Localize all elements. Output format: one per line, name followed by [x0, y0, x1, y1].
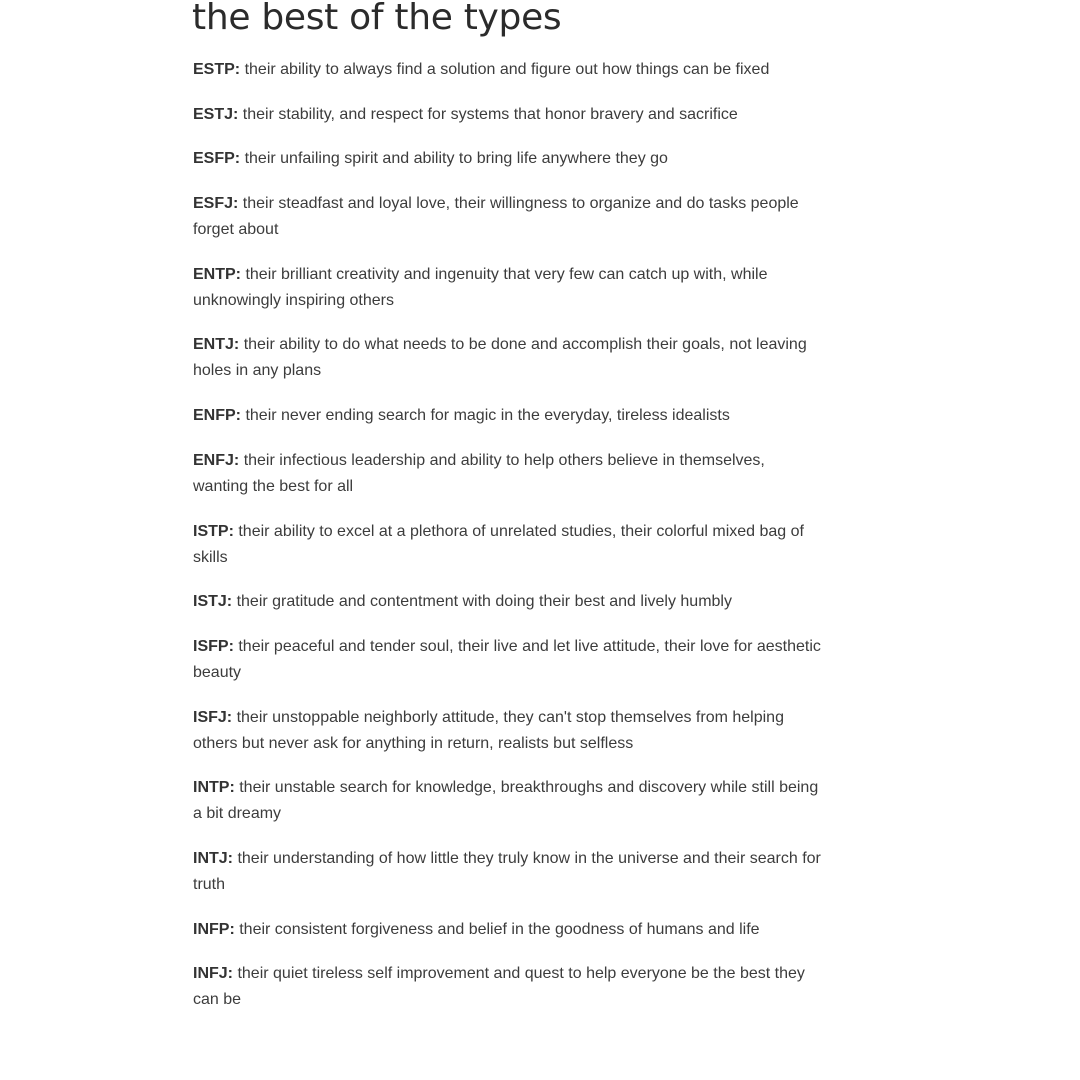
type-label: INFJ:	[193, 965, 233, 983]
list-item-infj	[193, 961, 823, 1013]
type-description: their consistent forgiveness and belief in the goodness of humans and life	[239, 920, 760, 938]
type-description: their infectious leadership and ability to help others believe in themselves, wanting the best for all	[193, 451, 765, 495]
type-description: their steadfast and loyal love, their willingness to organize and do tasks people forget about	[193, 195, 799, 239]
list-item-isfp	[193, 634, 823, 686]
type-label: ISTP:	[193, 522, 234, 540]
list-item-enfj	[193, 448, 823, 500]
type-label: ENTJ:	[193, 336, 240, 354]
type-label: ISTJ:	[193, 593, 233, 611]
list-item-estp	[193, 57, 823, 83]
type-label: INFP:	[193, 920, 235, 938]
type-description: their brilliant creativity and ingenuity that very few can catch up with, while unknowingly inspiring others	[193, 265, 768, 309]
type-description: their unfailing spirit and ability to bring life anywhere they go	[244, 150, 668, 168]
list-item-estj	[193, 102, 823, 128]
list-item-esfp	[193, 146, 823, 172]
list-item-intp	[193, 775, 823, 827]
list-item-entj	[193, 332, 823, 384]
type-description: their unstable search for knowledge, breakthroughs and discovery while still being a bit dreamy	[193, 779, 819, 823]
list-item-esfj	[193, 191, 823, 243]
type-description: their unstoppable neighborly attitude, they can't stop themselves from helping others but never ask for anything in return, realists but selfless	[193, 708, 784, 752]
list-item-intj	[193, 846, 823, 898]
type-description: their peaceful and tender soul, their live and let live attitude, their love for aesthetic beauty	[193, 637, 821, 681]
type-label: ISFP:	[193, 637, 234, 655]
type-label: INTP:	[193, 779, 235, 797]
type-description: their ability to excel at a plethora of unrelated studies, their colorful mixed bag of skills	[193, 522, 804, 566]
type-description: their quiet tireless self improvement and quest to help everyone be the best they can be	[193, 965, 805, 1009]
list-item-enfp	[193, 403, 823, 429]
type-description: their stability, and respect for systems that honor bravery and sacrifice	[242, 105, 738, 123]
type-label: ESFP:	[193, 150, 241, 168]
type-description: their understanding of how little they truly know in the universe and their search for truth	[193, 849, 821, 893]
list-item-isfj	[193, 705, 823, 757]
type-description: their ability to always find a solution and figure out how things can be fixed	[244, 61, 770, 78]
type-description: their never ending search for magic in the everyday, tireless idealists	[245, 407, 730, 425]
list-item-infp	[193, 917, 823, 943]
list-item-istp	[193, 519, 823, 571]
type-label: ESTJ:	[193, 105, 239, 123]
type-description: their ability to do what needs to be done and accomplish their goals, not leaving holes in any plans	[193, 336, 807, 380]
type-label: ESFJ:	[193, 195, 239, 213]
type-label: ENTP:	[193, 265, 241, 283]
list-item-istj	[193, 589, 823, 615]
type-description: their gratitude and contentment with doing their best and lively humbly	[236, 593, 732, 611]
type-label: ISFJ:	[193, 708, 233, 726]
type-label: ESTP:	[193, 61, 241, 78]
list-item-entp	[193, 262, 823, 314]
type-label: INTJ:	[193, 849, 233, 867]
type-label: ENFJ:	[193, 451, 240, 469]
type-label: ENFP:	[193, 407, 241, 425]
type-list	[193, 57, 823, 1032]
page-title: the best of the types	[192, 0, 562, 38]
